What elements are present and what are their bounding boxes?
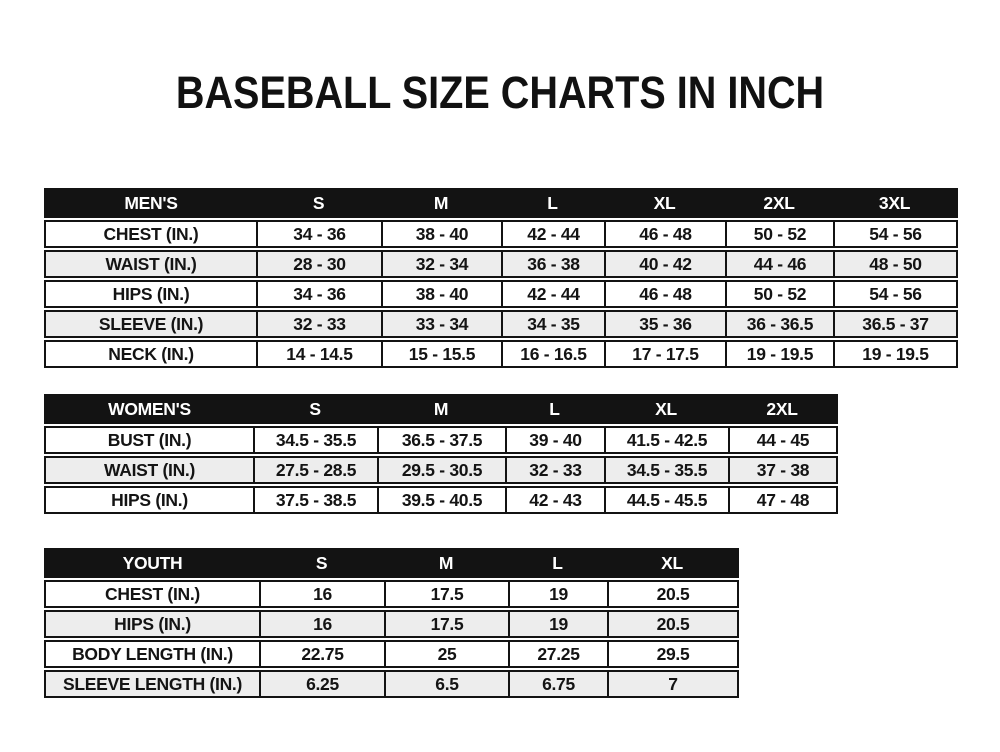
value-cell: 44.5 - 45.5 xyxy=(604,488,728,512)
value-cell: 50 - 52 xyxy=(725,222,833,246)
mens-row xyxy=(44,280,958,308)
womens-header-row xyxy=(44,394,838,424)
value-cell: 6.25 xyxy=(259,672,384,696)
value-cell: 54 - 56 xyxy=(833,282,956,306)
value-cell: 46 - 48 xyxy=(604,282,725,306)
value-cell: 16 xyxy=(259,582,384,606)
value-cell: 38 - 40 xyxy=(381,222,501,246)
value-cell: 42 - 44 xyxy=(501,222,604,246)
value-cell: 16 xyxy=(259,612,384,636)
value-cell: 29.5 xyxy=(607,642,737,666)
mens-column-header: MEN'S xyxy=(124,193,178,213)
value-cell: 16 - 16.5 xyxy=(501,342,604,366)
value-cell: 22.75 xyxy=(259,642,384,666)
value-cell: 17 - 17.5 xyxy=(604,342,725,366)
value-cell: 40 - 42 xyxy=(604,252,725,276)
value-cell: 36 - 38 xyxy=(501,252,604,276)
row-label: CHEST (IN.) xyxy=(103,224,199,244)
value-cell: 50 - 52 xyxy=(725,282,833,306)
size-tables-container xyxy=(0,188,1000,698)
row-label: HIPS (IN.) xyxy=(112,284,190,304)
row-label: NECK (IN.) xyxy=(108,344,194,364)
value-cell: 34.5 - 35.5 xyxy=(604,458,728,482)
mens-row xyxy=(44,340,958,368)
mens-row xyxy=(44,220,958,248)
womens-column-header: 2XL xyxy=(766,399,798,419)
value-cell: 27.25 xyxy=(508,642,607,666)
value-cell: 46 - 48 xyxy=(604,222,725,246)
value-cell: 6.75 xyxy=(508,672,607,696)
page-title: BASEBALL SIZE CHARTS IN INCH xyxy=(175,67,825,118)
row-label: WAIST (IN.) xyxy=(105,254,197,274)
youth-column-header: YOUTH xyxy=(122,553,183,573)
value-cell: 25 xyxy=(384,642,508,666)
row-label: HIPS (IN.) xyxy=(111,490,188,510)
mens-column-header: L xyxy=(547,193,558,213)
womens-column-header: L xyxy=(549,399,560,419)
value-cell: 6.5 xyxy=(384,672,508,696)
value-cell: 33 - 34 xyxy=(381,312,501,336)
mens-column-header: 2XL xyxy=(763,193,795,213)
value-cell: 37.5 - 38.5 xyxy=(253,488,377,512)
value-cell: 34 - 36 xyxy=(256,222,381,246)
value-cell: 17.5 xyxy=(384,612,508,636)
value-cell: 37 - 38 xyxy=(728,458,836,482)
youth-size-table xyxy=(44,548,1000,698)
value-cell: 28 - 30 xyxy=(256,252,381,276)
value-cell: 19 xyxy=(508,582,607,606)
youth-column-header: S xyxy=(315,553,328,573)
value-cell: 19 - 19.5 xyxy=(725,342,833,366)
youth-column-header: XL xyxy=(661,553,683,573)
value-cell: 32 - 34 xyxy=(381,252,501,276)
row-label: HIPS (IN.) xyxy=(114,614,191,634)
mens-row xyxy=(44,250,958,278)
value-cell: 42 - 43 xyxy=(505,488,604,512)
mens-column-header: 3XL xyxy=(878,193,911,213)
value-cell: 34.5 - 35.5 xyxy=(253,428,377,452)
value-cell: 35 - 36 xyxy=(604,312,725,336)
value-cell: 19 - 19.5 xyxy=(833,342,956,366)
womens-column-header: WOMEN'S xyxy=(108,399,191,419)
row-label: BUST (IN.) xyxy=(107,430,192,450)
row-label: WAIST (IN.) xyxy=(104,460,195,480)
mens-column-header: XL xyxy=(653,193,676,213)
youth-column-header: L xyxy=(552,553,563,573)
mens-header-row xyxy=(44,188,958,218)
value-cell: 14 - 14.5 xyxy=(256,342,381,366)
womens-row xyxy=(44,426,838,454)
value-cell: 32 - 33 xyxy=(505,458,604,482)
value-cell: 54 - 56 xyxy=(833,222,956,246)
womens-column-header: XL xyxy=(655,399,677,419)
womens-column-header: M xyxy=(433,399,449,419)
row-label: CHEST (IN.) xyxy=(105,584,200,604)
value-cell: 7 xyxy=(607,672,737,696)
value-cell: 34 - 36 xyxy=(256,282,381,306)
youth-header-row xyxy=(44,548,739,578)
value-cell: 48 - 50 xyxy=(833,252,956,276)
value-cell: 38 - 40 xyxy=(381,282,501,306)
womens-row xyxy=(44,486,838,514)
youth-column-header: M xyxy=(438,553,454,573)
value-cell: 36 - 36.5 xyxy=(725,312,833,336)
row-label: BODY LENGTH (IN.) xyxy=(72,644,233,664)
youth-row xyxy=(44,670,739,698)
value-cell: 20.5 xyxy=(607,582,737,606)
value-cell: 47 - 48 xyxy=(728,488,836,512)
womens-size-table xyxy=(44,394,1000,514)
mens-column-header: S xyxy=(312,193,325,213)
value-cell: 41.5 - 42.5 xyxy=(604,428,728,452)
value-cell: 20.5 xyxy=(607,612,737,636)
value-cell: 32 - 33 xyxy=(256,312,381,336)
youth-row xyxy=(44,580,739,608)
value-cell: 27.5 - 28.5 xyxy=(253,458,377,482)
value-cell: 15 - 15.5 xyxy=(381,342,501,366)
row-label: SLEEVE LENGTH (IN.) xyxy=(62,674,243,694)
womens-row xyxy=(44,456,838,484)
mens-column-header: M xyxy=(433,193,449,213)
value-cell: 44 - 45 xyxy=(728,428,836,452)
value-cell: 17.5 xyxy=(384,582,508,606)
value-cell: 39.5 - 40.5 xyxy=(377,488,505,512)
value-cell: 44 - 46 xyxy=(725,252,833,276)
mens-row xyxy=(44,310,958,338)
value-cell: 42 - 44 xyxy=(501,282,604,306)
value-cell: 19 xyxy=(508,612,607,636)
value-cell: 34 - 35 xyxy=(501,312,604,336)
row-label: SLEEVE (IN.) xyxy=(98,314,204,334)
value-cell: 36.5 - 37 xyxy=(833,312,956,336)
value-cell: 29.5 - 30.5 xyxy=(377,458,505,482)
value-cell: 39 - 40 xyxy=(505,428,604,452)
mens-size-table xyxy=(44,188,1000,368)
youth-row xyxy=(44,640,739,668)
womens-column-header: S xyxy=(309,399,321,419)
value-cell: 36.5 - 37.5 xyxy=(377,428,505,452)
youth-row xyxy=(44,610,739,638)
